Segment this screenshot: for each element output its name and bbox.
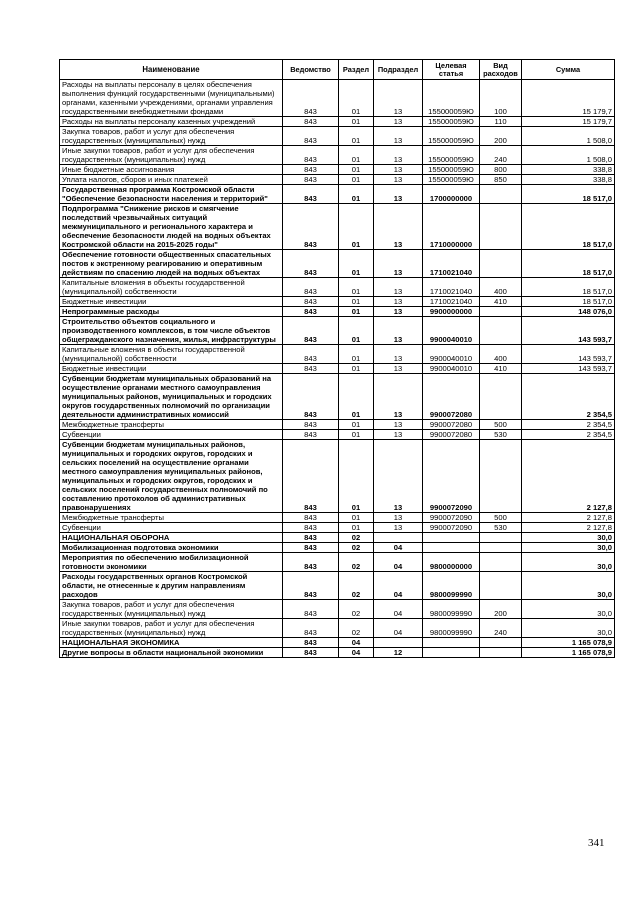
row-name: Иные бюджетные ассигнования <box>60 165 283 175</box>
row-expense-type <box>480 648 522 658</box>
row-target-article: 155000059Ю <box>423 165 480 175</box>
table-row <box>60 533 615 543</box>
row-subsection: 13 <box>374 523 423 533</box>
row-amount: 1 508,0 <box>522 146 615 165</box>
row-expense-type <box>480 374 522 420</box>
row-name: Межбюджетные трансферты <box>60 513 283 523</box>
row-name: Иные закупки товаров, работ и услуг для обеспечения государственных (муниципальных) нужд <box>60 146 283 165</box>
row-amount: 2 354,5 <box>522 420 615 430</box>
row-department: 843 <box>283 278 339 297</box>
row-target-article: 9900072080 <box>423 430 480 440</box>
header-section: Раздел <box>339 60 374 80</box>
row-subsection: 04 <box>374 600 423 619</box>
table-row <box>60 364 615 374</box>
row-name: Закупка товаров, работ и услуг для обеспечения государственных (муниципальных) нужд <box>60 600 283 619</box>
row-department: 843 <box>283 146 339 165</box>
row-name: Субвенции бюджетам муниципальных образований на осуществление органами местного самоуправления муниципальных районов, муниципальных и городских округов государственных полномочий по организации деятельности административных комиссий <box>60 374 283 420</box>
table-row <box>60 345 615 364</box>
table-row <box>60 307 615 317</box>
row-department: 843 <box>283 165 339 175</box>
table-row <box>60 420 615 430</box>
row-amount: 30,0 <box>522 533 615 543</box>
row-target-article: 9900072080 <box>423 420 480 430</box>
row-target-article <box>423 638 480 648</box>
row-name: Закупка товаров, работ и услуг для обеспечения государственных (муниципальных) нужд <box>60 127 283 146</box>
row-target-article: 9800099990 <box>423 572 480 600</box>
table-row <box>60 523 615 533</box>
row-amount: 1 508,0 <box>522 127 615 146</box>
row-expense-type <box>480 204 522 250</box>
row-subsection: 13 <box>374 250 423 278</box>
table-row <box>60 165 615 175</box>
row-expense-type <box>480 553 522 572</box>
table-row <box>60 440 615 513</box>
row-target-article: 1710021040 <box>423 278 480 297</box>
row-subsection: 13 <box>374 307 423 317</box>
row-amount: 30,0 <box>522 600 615 619</box>
row-target-article: 9900072090 <box>423 440 480 513</box>
table-row <box>60 297 615 307</box>
row-name: Расходы на выплаты персоналу в целях обеспечения выполнения функций государственными (муниципальными) органами, казенными учреждениями, органами управления государственными внебюджетными фондами <box>60 80 283 117</box>
row-target-article: 9900072080 <box>423 374 480 420</box>
row-amount: 338,8 <box>522 175 615 185</box>
row-target-article: 155000059Ю <box>423 80 480 117</box>
row-department: 843 <box>283 572 339 600</box>
row-expense-type: 800 <box>480 165 522 175</box>
row-department: 843 <box>283 513 339 523</box>
row-amount: 2 354,5 <box>522 374 615 420</box>
row-department: 843 <box>283 553 339 572</box>
row-section: 01 <box>339 175 374 185</box>
row-expense-type: 110 <box>480 117 522 127</box>
row-department: 843 <box>283 127 339 146</box>
row-target-article: 9900072090 <box>423 523 480 533</box>
row-section: 01 <box>339 513 374 523</box>
row-expense-type: 500 <box>480 420 522 430</box>
row-section: 01 <box>339 430 374 440</box>
row-amount: 2 127,8 <box>522 523 615 533</box>
row-expense-type <box>480 307 522 317</box>
row-subsection: 13 <box>374 513 423 523</box>
row-amount: 18 517,0 <box>522 297 615 307</box>
row-amount: 1 165 078,9 <box>522 638 615 648</box>
row-section: 01 <box>339 307 374 317</box>
table-row <box>60 80 615 117</box>
table-row <box>60 638 615 648</box>
header-target-article: Целевая статья <box>423 60 480 80</box>
row-name: Обеспечение готовности общественных спасательных постов к экстренному реагированию и оперативным действиям по спасению людей на водных объектах <box>60 250 283 278</box>
row-name: Непрограммные расходы <box>60 307 283 317</box>
row-name: Расходы на выплаты персоналу казенных учреждений <box>60 117 283 127</box>
row-expense-type: 240 <box>480 619 522 638</box>
row-expense-type: 410 <box>480 364 522 374</box>
row-section: 02 <box>339 572 374 600</box>
row-amount: 2 127,8 <box>522 440 615 513</box>
row-name: Расходы государственных органов Костромской области, не отнесенные к другим направлениям расходов <box>60 572 283 600</box>
row-target-article: 9900040010 <box>423 345 480 364</box>
row-name: Уплата налогов, сборов и иных платежей <box>60 175 283 185</box>
row-section: 01 <box>339 278 374 297</box>
row-subsection <box>374 533 423 543</box>
row-department: 843 <box>283 374 339 420</box>
row-expense-type <box>480 638 522 648</box>
table-row <box>60 146 615 165</box>
row-name: Строительство объектов социального и производственного комплексов, в том числе объектов общегражданского назначения, жилья, инфраструктуры <box>60 317 283 345</box>
row-section: 02 <box>339 619 374 638</box>
table-row <box>60 117 615 127</box>
table-row <box>60 317 615 345</box>
row-name: Субвенции бюджетам муниципальных районов, муниципальных и городских округов, городских и сельских поселений на осуществление органами местного самоуправления муниципальных районов, муниципальных и городских округов, городских и сельских поселений государственных полномочий по составлению протоколов об административных правонарушениях <box>60 440 283 513</box>
row-target-article: 155000059Ю <box>423 117 480 127</box>
row-expense-type <box>480 440 522 513</box>
table-row <box>60 185 615 204</box>
row-subsection: 13 <box>374 165 423 175</box>
row-expense-type: 530 <box>480 430 522 440</box>
row-name: НАЦИОНАЛЬНАЯ ЭКОНОМИКА <box>60 638 283 648</box>
row-department: 843 <box>283 440 339 513</box>
table-row <box>60 553 615 572</box>
row-name: Межбюджетные трансферты <box>60 420 283 430</box>
row-expense-type: 850 <box>480 175 522 185</box>
row-target-article: 1710000000 <box>423 204 480 250</box>
row-section: 01 <box>339 80 374 117</box>
row-subsection: 12 <box>374 648 423 658</box>
row-subsection: 13 <box>374 204 423 250</box>
row-name: Государственная программа Костромской области "Обеспечение безопасности населения и территорий" <box>60 185 283 204</box>
row-department: 843 <box>283 80 339 117</box>
row-subsection: 13 <box>374 440 423 513</box>
row-amount: 143 593,7 <box>522 317 615 345</box>
row-target-article: 9900072090 <box>423 513 480 523</box>
row-department: 843 <box>283 533 339 543</box>
header-expense-type: Вид расходов <box>480 60 522 80</box>
row-department: 843 <box>283 307 339 317</box>
row-section: 01 <box>339 185 374 204</box>
row-expense-type: 240 <box>480 146 522 165</box>
row-target-article: 9800099990 <box>423 619 480 638</box>
row-subsection: 13 <box>374 117 423 127</box>
row-amount: 30,0 <box>522 553 615 572</box>
row-target-article: 1710021040 <box>423 297 480 307</box>
table-row <box>60 619 615 638</box>
table-row <box>60 648 615 658</box>
row-subsection: 13 <box>374 374 423 420</box>
row-amount: 30,0 <box>522 619 615 638</box>
row-name: Капитальные вложения в объекты государственной (муниципальной) собственности <box>60 345 283 364</box>
row-subsection: 13 <box>374 127 423 146</box>
header-row <box>60 60 615 80</box>
row-target-article: 1710021040 <box>423 250 480 278</box>
row-subsection: 13 <box>374 420 423 430</box>
row-expense-type <box>480 185 522 204</box>
row-section: 01 <box>339 127 374 146</box>
row-name: Субвенции <box>60 430 283 440</box>
row-department: 843 <box>283 185 339 204</box>
row-section: 01 <box>339 440 374 513</box>
row-section: 01 <box>339 146 374 165</box>
row-subsection: 13 <box>374 146 423 165</box>
row-department: 843 <box>283 619 339 638</box>
row-name: Другие вопросы в области национальной экономики <box>60 648 283 658</box>
row-amount: 18 517,0 <box>522 278 615 297</box>
row-section: 02 <box>339 553 374 572</box>
row-subsection: 04 <box>374 572 423 600</box>
row-name: Капитальные вложения в объекты государственной (муниципальной) собственности <box>60 278 283 297</box>
row-department: 843 <box>283 204 339 250</box>
row-amount: 143 593,7 <box>522 345 615 364</box>
row-subsection: 13 <box>374 185 423 204</box>
row-subsection <box>374 638 423 648</box>
row-department: 843 <box>283 364 339 374</box>
row-expense-type: 530 <box>480 523 522 533</box>
row-target-article: 155000059Ю <box>423 127 480 146</box>
row-name: Иные закупки товаров, работ и услуг для обеспечения государственных (муниципальных) нужд <box>60 619 283 638</box>
row-section: 01 <box>339 523 374 533</box>
row-subsection: 13 <box>374 297 423 307</box>
row-target-article: 9900040010 <box>423 364 480 374</box>
row-name: НАЦИОНАЛЬНАЯ ОБОРОНА <box>60 533 283 543</box>
row-department: 843 <box>283 175 339 185</box>
row-expense-type <box>480 533 522 543</box>
row-department: 843 <box>283 648 339 658</box>
table-body <box>60 80 615 658</box>
row-department: 843 <box>283 117 339 127</box>
row-expense-type <box>480 572 522 600</box>
row-amount: 143 593,7 <box>522 364 615 374</box>
row-department: 843 <box>283 345 339 364</box>
table-row <box>60 600 615 619</box>
row-amount: 30,0 <box>522 572 615 600</box>
row-section: 01 <box>339 250 374 278</box>
row-section: 02 <box>339 533 374 543</box>
row-subsection: 13 <box>374 175 423 185</box>
row-department: 843 <box>283 430 339 440</box>
row-target-article: 9900000000 <box>423 307 480 317</box>
row-section: 01 <box>339 420 374 430</box>
row-expense-type: 400 <box>480 278 522 297</box>
row-section: 01 <box>339 374 374 420</box>
header-subsection: Подраздел <box>374 60 423 80</box>
header-name: Наименование <box>60 60 283 80</box>
row-expense-type: 100 <box>480 80 522 117</box>
row-department: 843 <box>283 317 339 345</box>
row-department: 843 <box>283 600 339 619</box>
row-section: 01 <box>339 165 374 175</box>
row-subsection: 04 <box>374 543 423 553</box>
row-subsection: 13 <box>374 364 423 374</box>
row-section: 04 <box>339 638 374 648</box>
row-amount: 148 076,0 <box>522 307 615 317</box>
row-target-article: 155000059Ю <box>423 146 480 165</box>
row-name: Подпрограмма "Снижение рисков и смягчение последствий чрезвычайных ситуаций межмуниципального и регионального характера и обеспечение безопасности людей на водных объектах Костромской области на 2015-2025 годы" <box>60 204 283 250</box>
row-expense-type: 410 <box>480 297 522 307</box>
table-row <box>60 374 615 420</box>
row-department: 843 <box>283 523 339 533</box>
table-row <box>60 175 615 185</box>
row-amount: 2 127,8 <box>522 513 615 523</box>
table-row <box>60 513 615 523</box>
row-subsection: 13 <box>374 80 423 117</box>
row-amount: 338,8 <box>522 165 615 175</box>
row-target-article: 9800099990 <box>423 600 480 619</box>
row-expense-type <box>480 543 522 553</box>
row-target-article: 9800000000 <box>423 553 480 572</box>
table-row <box>60 278 615 297</box>
row-target-article: 1700000000 <box>423 185 480 204</box>
row-amount: 1 165 078,9 <box>522 648 615 658</box>
row-name: Субвенции <box>60 523 283 533</box>
row-target-article <box>423 648 480 658</box>
row-amount: 18 517,0 <box>522 204 615 250</box>
row-section: 01 <box>339 317 374 345</box>
table-row <box>60 572 615 600</box>
row-amount: 15 179,7 <box>522 80 615 117</box>
row-amount: 18 517,0 <box>522 250 615 278</box>
row-target-article: 9900040010 <box>423 317 480 345</box>
row-section: 01 <box>339 364 374 374</box>
table-row <box>60 543 615 553</box>
row-department: 843 <box>283 420 339 430</box>
header-department: Ведомство <box>283 60 339 80</box>
row-section: 02 <box>339 600 374 619</box>
row-amount: 18 517,0 <box>522 185 615 204</box>
row-subsection: 13 <box>374 430 423 440</box>
row-target-article: 155000059Ю <box>423 175 480 185</box>
row-section: 04 <box>339 648 374 658</box>
row-target-article <box>423 543 480 553</box>
row-name: Мероприятия по обеспечению мобилизационной готовности экономики <box>60 553 283 572</box>
row-amount: 15 179,7 <box>522 117 615 127</box>
row-department: 843 <box>283 543 339 553</box>
row-department: 843 <box>283 638 339 648</box>
row-amount: 2 354,5 <box>522 430 615 440</box>
table-row <box>60 127 615 146</box>
row-expense-type: 200 <box>480 127 522 146</box>
budget-table <box>59 59 615 658</box>
row-expense-type: 400 <box>480 345 522 364</box>
row-subsection: 13 <box>374 317 423 345</box>
row-section: 01 <box>339 204 374 250</box>
header-amount: Сумма <box>522 60 615 80</box>
row-subsection: 04 <box>374 619 423 638</box>
row-amount: 30,0 <box>522 543 615 553</box>
row-department: 843 <box>283 250 339 278</box>
row-section: 01 <box>339 345 374 364</box>
row-section: 01 <box>339 297 374 307</box>
table-row <box>60 430 615 440</box>
table-row <box>60 250 615 278</box>
row-department: 843 <box>283 297 339 307</box>
row-target-article <box>423 533 480 543</box>
row-expense-type: 200 <box>480 600 522 619</box>
row-expense-type: 500 <box>480 513 522 523</box>
row-subsection: 13 <box>374 278 423 297</box>
row-name: Бюджетные инвестиции <box>60 297 283 307</box>
page-number: 341 <box>588 837 605 849</box>
row-expense-type <box>480 317 522 345</box>
row-name: Бюджетные инвестиции <box>60 364 283 374</box>
row-subsection: 13 <box>374 345 423 364</box>
row-section: 01 <box>339 117 374 127</box>
row-subsection: 04 <box>374 553 423 572</box>
row-expense-type <box>480 250 522 278</box>
table-row <box>60 204 615 250</box>
row-section: 02 <box>339 543 374 553</box>
row-name: Мобилизационная подготовка экономики <box>60 543 283 553</box>
